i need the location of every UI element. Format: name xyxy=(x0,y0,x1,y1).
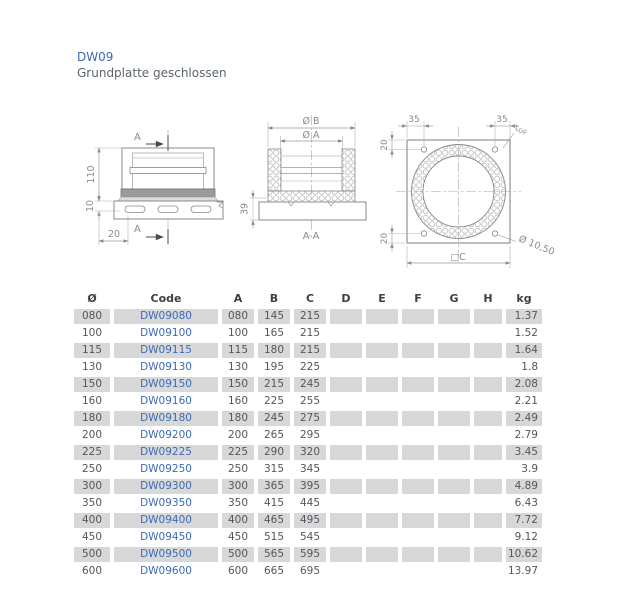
cell-code xyxy=(114,496,218,511)
code-link[interactable]: DW09100 xyxy=(140,327,192,339)
code-link[interactable]: DW09350 xyxy=(140,497,192,509)
cell-a: 200 xyxy=(227,429,249,441)
code-link[interactable]: DW09400 xyxy=(140,514,192,526)
cell-d xyxy=(330,445,362,460)
cell-b: 465 xyxy=(258,513,290,528)
dim-slot-offset-label: 20 xyxy=(107,229,121,240)
section-marker-label: A xyxy=(134,132,141,143)
cell-g xyxy=(438,496,470,511)
cell-diameter: 400 xyxy=(74,513,110,528)
table-row xyxy=(74,445,542,460)
cell-g xyxy=(438,479,470,494)
code-link[interactable]: DW09080 xyxy=(140,310,192,322)
cell-d xyxy=(330,428,362,443)
cell-g xyxy=(438,547,470,562)
cell-kg: 1.8 xyxy=(521,361,538,373)
cell-f xyxy=(402,564,434,579)
cell-f xyxy=(402,326,434,341)
cell-e xyxy=(366,445,398,460)
cell-code xyxy=(114,445,218,460)
cell-f xyxy=(402,496,434,511)
cell-g xyxy=(438,360,470,375)
cell-g xyxy=(438,462,470,477)
cell-a: 450 xyxy=(227,531,249,543)
cell-a: 300 xyxy=(222,479,254,494)
cell-h xyxy=(474,326,502,341)
cell-f xyxy=(402,343,434,358)
cell-kg: 1.52 xyxy=(514,327,538,339)
cell-kg: 4.89 xyxy=(506,479,542,494)
cell-e xyxy=(366,394,398,409)
cell-h xyxy=(474,394,502,409)
dim-hole-diameter-label: Ø 10,50 xyxy=(516,233,556,258)
cell-c: 445 xyxy=(299,497,321,509)
cell-kg: 2.21 xyxy=(514,395,538,407)
cell-b: 165 xyxy=(263,327,285,339)
base-plate-section xyxy=(259,202,366,220)
cell-b: 215 xyxy=(258,377,290,392)
cell-f xyxy=(402,462,434,477)
cell-d xyxy=(330,513,362,528)
code-link[interactable]: DW09115 xyxy=(140,344,192,356)
dim-hole-inset-bottom-label: 20 xyxy=(380,232,390,245)
table-row xyxy=(74,547,542,562)
table-row xyxy=(74,394,542,409)
cell-h xyxy=(474,309,502,324)
page-title: Grundplatte geschlossen xyxy=(77,66,227,80)
dim-inner-diameter-label: Ø A xyxy=(302,130,320,141)
cell-a: 115 xyxy=(222,343,254,358)
cell-code xyxy=(114,377,218,392)
cell-h xyxy=(474,564,502,579)
insulation-wall-left xyxy=(268,149,281,191)
cell-d xyxy=(330,462,362,477)
cell-c: 345 xyxy=(299,463,321,475)
cell-c: 275 xyxy=(294,411,326,426)
table-row xyxy=(74,360,542,375)
cell-a: 350 xyxy=(227,497,249,509)
cell-g xyxy=(438,564,470,579)
spec-table-body xyxy=(74,309,542,579)
dim-hole-inset-left-label: 35 xyxy=(408,115,420,125)
cell-g xyxy=(438,309,470,324)
col-header-d: D xyxy=(341,292,351,305)
cell-a: 080 xyxy=(222,309,254,324)
cell-code xyxy=(114,547,218,562)
spec-table xyxy=(70,288,546,581)
code-link[interactable]: DW09160 xyxy=(140,395,192,407)
cell-f xyxy=(402,377,434,392)
locking-band xyxy=(130,168,206,174)
bolt-hole xyxy=(421,147,426,152)
cell-diameter: 300 xyxy=(74,479,110,494)
cell-g xyxy=(438,411,470,426)
cell-f xyxy=(402,445,434,460)
cell-d xyxy=(330,343,362,358)
col-header-e: E xyxy=(378,292,386,305)
dim-hole-inset-right-label: 35 xyxy=(496,115,508,125)
page-header xyxy=(77,50,227,81)
cell-h xyxy=(474,343,502,358)
section-marker-label: A xyxy=(134,224,141,235)
cell-code xyxy=(114,360,218,375)
cell-diameter: 150 xyxy=(74,377,110,392)
cell-e xyxy=(366,326,398,341)
cell-b: 515 xyxy=(263,531,285,543)
cell-d xyxy=(330,564,362,579)
cell-c: 320 xyxy=(294,445,326,460)
cell-code xyxy=(114,411,218,426)
cell-diameter: 115 xyxy=(74,343,110,358)
cell-diameter: 080 xyxy=(74,309,110,324)
cell-diameter: 225 xyxy=(74,445,110,460)
cell-d xyxy=(330,309,362,324)
cell-d xyxy=(330,530,362,545)
dim-base-height-label: 39 xyxy=(239,202,251,216)
code-link[interactable]: DW09200 xyxy=(140,429,192,441)
cell-a: 400 xyxy=(222,513,254,528)
cell-b: 415 xyxy=(263,497,285,509)
cell-c: 295 xyxy=(299,429,321,441)
table-row xyxy=(74,530,542,545)
cell-f xyxy=(402,479,434,494)
table-row xyxy=(74,428,542,443)
cell-g xyxy=(438,445,470,460)
top-view-drawing xyxy=(380,115,556,268)
cell-d xyxy=(330,411,362,426)
table-row xyxy=(74,564,542,579)
cell-c: 255 xyxy=(299,395,321,407)
cell-g xyxy=(438,394,470,409)
cell-d xyxy=(330,479,362,494)
cell-kg: 7.72 xyxy=(506,513,542,528)
cell-kg: 10.62 xyxy=(506,547,542,562)
code-link[interactable]: DW09600 xyxy=(140,565,192,577)
table-row xyxy=(74,411,542,426)
cell-b: 315 xyxy=(263,463,285,475)
cell-e xyxy=(366,564,398,579)
spec-table-header-row xyxy=(74,290,542,307)
cell-kg: 13.97 xyxy=(507,565,538,577)
cell-g xyxy=(438,377,470,392)
cell-b: 145 xyxy=(258,309,290,324)
cell-code xyxy=(114,309,218,324)
code-link[interactable]: DW09500 xyxy=(140,548,192,560)
spec-table-container xyxy=(70,288,546,581)
cell-kg: 1.64 xyxy=(506,343,542,358)
insulation-bottom xyxy=(268,191,355,202)
cell-code xyxy=(114,513,218,528)
insulation-wall-right xyxy=(342,149,355,191)
cell-h xyxy=(474,547,502,562)
dim-outer-diameter-label: Ø B xyxy=(302,116,320,127)
cell-diameter: 350 xyxy=(81,497,103,509)
cell-kg: 3.9 xyxy=(521,463,538,475)
cell-diameter: 600 xyxy=(81,565,103,577)
table-row xyxy=(74,377,542,392)
cell-h xyxy=(474,360,502,375)
cell-code xyxy=(114,428,218,443)
cell-b: 565 xyxy=(258,547,290,562)
cell-f xyxy=(402,428,434,443)
cell-e xyxy=(366,428,398,443)
cell-diameter: 130 xyxy=(81,361,103,373)
table-row xyxy=(74,462,542,477)
cell-c: 695 xyxy=(299,565,321,577)
cell-b: 225 xyxy=(263,395,285,407)
col-header-diameter: Ø xyxy=(87,292,97,305)
cell-a: 250 xyxy=(227,463,249,475)
cell-diameter: 180 xyxy=(74,411,110,426)
cell-d xyxy=(330,377,362,392)
cell-a: 130 xyxy=(227,361,249,373)
cell-c: 595 xyxy=(294,547,326,562)
col-header-a: A xyxy=(233,292,243,305)
cell-e xyxy=(366,309,398,324)
cell-e xyxy=(366,462,398,477)
mounting-slot xyxy=(191,206,211,213)
cell-c: 545 xyxy=(299,531,321,543)
bolt-hole xyxy=(492,147,497,152)
cell-code xyxy=(114,479,218,494)
dim-height-label: 110 xyxy=(86,165,97,184)
cell-h xyxy=(474,496,502,511)
col-header-b: B xyxy=(269,292,279,305)
cell-a: 150 xyxy=(222,377,254,392)
col-header-h: H xyxy=(483,292,493,305)
cell-diameter: 450 xyxy=(81,531,103,543)
cell-a: 500 xyxy=(222,547,254,562)
cell-kg: 1.37 xyxy=(506,309,542,324)
mounting-slot xyxy=(125,206,145,213)
cell-f xyxy=(402,547,434,562)
cell-e xyxy=(366,530,398,545)
col-header-kg: kg xyxy=(516,292,532,305)
cell-kg: 2.79 xyxy=(514,429,538,441)
side-view-drawing xyxy=(85,130,223,248)
cell-diameter: 200 xyxy=(81,429,103,441)
cell-b: 290 xyxy=(258,445,290,460)
table-row xyxy=(74,326,542,341)
cell-d xyxy=(330,547,362,562)
cell-g xyxy=(438,343,470,358)
table-row xyxy=(74,513,542,528)
cell-b: 245 xyxy=(258,411,290,426)
section-label: A-A xyxy=(302,231,320,242)
cell-code xyxy=(114,326,218,341)
col-header-g: G xyxy=(449,292,459,305)
code-link[interactable]: DW09150 xyxy=(140,378,192,390)
cell-kg: 9.12 xyxy=(514,531,538,543)
cell-kg: 2.49 xyxy=(506,411,542,426)
table-row xyxy=(74,479,542,494)
cell-b: 180 xyxy=(258,343,290,358)
mounting-slot xyxy=(158,206,178,213)
code-link[interactable]: DW09300 xyxy=(140,480,192,492)
cell-e xyxy=(366,547,398,562)
code-link[interactable]: DW09180 xyxy=(140,412,192,424)
cell-b: 665 xyxy=(263,565,285,577)
col-header-c: C xyxy=(305,292,315,305)
cell-a: 180 xyxy=(222,411,254,426)
cell-b: 365 xyxy=(258,479,290,494)
cell-e xyxy=(366,411,398,426)
cell-e xyxy=(366,360,398,375)
cell-diameter: 250 xyxy=(81,463,103,475)
cell-h xyxy=(474,377,502,392)
cell-h xyxy=(474,445,502,460)
cell-a: 100 xyxy=(227,327,249,339)
cell-e xyxy=(366,513,398,528)
col-header-f: F xyxy=(414,292,422,305)
dim-plate-size-label: □C xyxy=(450,252,466,263)
cell-c: 495 xyxy=(294,513,326,528)
cell-e xyxy=(366,343,398,358)
cell-c: 215 xyxy=(294,343,326,358)
section-view-drawing xyxy=(240,115,367,242)
cell-b: 195 xyxy=(263,361,285,373)
cell-code xyxy=(114,564,218,579)
dim-plate-thickness-label: 10 xyxy=(85,199,96,213)
cell-h xyxy=(474,462,502,477)
cell-diameter: 160 xyxy=(81,395,103,407)
cell-c: 245 xyxy=(294,377,326,392)
code-link[interactable]: DW09450 xyxy=(140,531,192,543)
code-link[interactable]: DW09250 xyxy=(140,463,192,475)
table-row xyxy=(74,309,542,324)
cell-kg: 2.08 xyxy=(506,377,542,392)
cell-code xyxy=(114,343,218,358)
cell-g xyxy=(438,513,470,528)
cell-d xyxy=(330,496,362,511)
plate-thickness-callout: $t_{Gp}$ xyxy=(515,124,527,135)
cell-a: 600 xyxy=(227,565,249,577)
technical-drawings xyxy=(60,105,580,280)
cell-f xyxy=(402,411,434,426)
cell-e xyxy=(366,496,398,511)
cell-e xyxy=(366,479,398,494)
col-header-code: Code xyxy=(150,292,182,305)
cell-diameter: 100 xyxy=(81,327,103,339)
dim-hole-inset-top-label: 20 xyxy=(380,139,390,151)
cell-c: 395 xyxy=(294,479,326,494)
cell-c: 215 xyxy=(294,309,326,324)
bolt-hole xyxy=(421,231,426,236)
gasket-band xyxy=(121,189,215,197)
code-link[interactable]: DW09130 xyxy=(140,361,192,373)
cell-a: 160 xyxy=(227,395,249,407)
cell-f xyxy=(402,394,434,409)
table-row xyxy=(74,343,542,358)
cell-h xyxy=(474,530,502,545)
product-code: DW09 xyxy=(77,50,114,64)
cell-a: 225 xyxy=(222,445,254,460)
cell-code xyxy=(114,462,218,477)
cell-g xyxy=(438,530,470,545)
cell-d xyxy=(330,360,362,375)
cell-f xyxy=(402,360,434,375)
cell-g xyxy=(438,326,470,341)
cell-diameter: 500 xyxy=(74,547,110,562)
cell-h xyxy=(474,479,502,494)
cell-b: 265 xyxy=(263,429,285,441)
cell-d xyxy=(330,394,362,409)
cell-f xyxy=(402,530,434,545)
cell-h xyxy=(474,513,502,528)
cell-code xyxy=(114,530,218,545)
cell-code xyxy=(114,394,218,409)
cell-c: 225 xyxy=(299,361,321,373)
cell-e xyxy=(366,377,398,392)
cell-c: 215 xyxy=(299,327,321,339)
cell-d xyxy=(330,326,362,341)
code-link[interactable]: DW09225 xyxy=(140,446,192,458)
cell-kg: 6.43 xyxy=(514,497,538,509)
cell-h xyxy=(474,428,502,443)
table-row xyxy=(74,496,542,511)
bolt-hole xyxy=(492,231,497,236)
cell-g xyxy=(438,428,470,443)
cell-h xyxy=(474,411,502,426)
cell-f xyxy=(402,309,434,324)
cell-f xyxy=(402,513,434,528)
cell-kg: 3.45 xyxy=(506,445,542,460)
